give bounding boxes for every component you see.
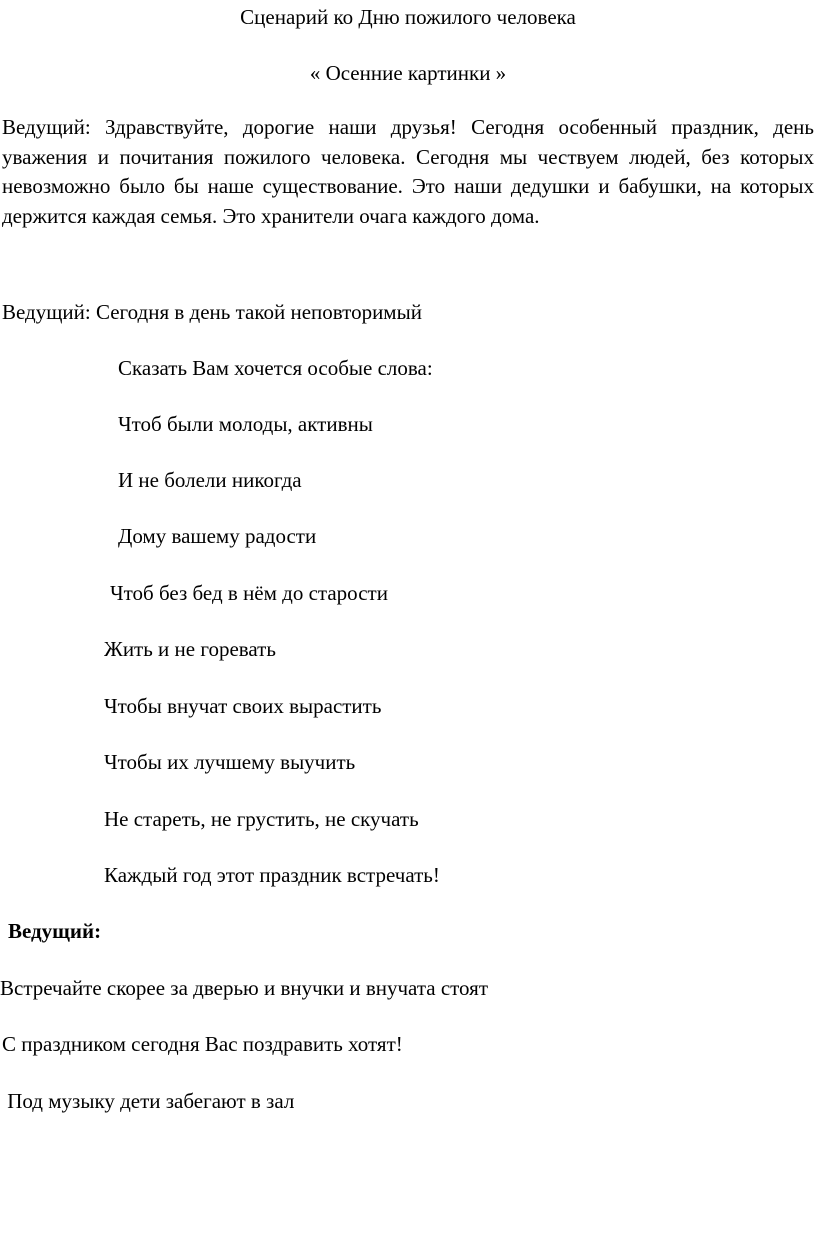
poem-line: Не стареть, не грустить, не скучать <box>104 807 419 831</box>
closing-line: Встречайте скорее за дверью и внучки и внучата стоят <box>0 976 488 1000</box>
document-subtitle: « Осенние картинки » <box>309 61 507 85</box>
poem-line: Сказать Вам хочется особые слова: <box>118 356 433 380</box>
poem-line: И не болели никогда <box>118 468 302 492</box>
host-line: Ведущий: Сегодня в день такой неповторимый <box>2 300 422 324</box>
document-title: Сценарий ко Дню пожилого человека <box>240 5 576 29</box>
poem-line: Каждый год этот праздник встречать! <box>104 863 440 887</box>
poem-line: Чтоб без бед в нём до старости <box>110 581 388 605</box>
poem-line: Дому вашему радости <box>118 524 317 548</box>
poem-line: Чтобы внучат своих вырастить <box>104 694 382 718</box>
host-label: Ведущий: <box>8 919 102 943</box>
poem-line: Чтоб были молоды, активны <box>118 412 373 436</box>
poem-line: Чтобы их лучшему выучить <box>104 750 356 774</box>
poem-line: Жить и не горевать <box>104 637 276 661</box>
intro-paragraph: Ведущий: Здравствуйте, дорогие наши друзья! Сегодня особенный праздник, день уважения и почитания пожилого человека. Сегодня мы чествуем людей, без которых невозможно было бы наше существование. Это наши дедушки и бабушки, на которых держится каждая семья. Это хранители очага каждого дома. <box>2 115 814 228</box>
closing-line: Под музыку дети забегают в зал <box>2 1089 295 1113</box>
closing-line: С праздником сегодня Вас поздравить хотят! <box>2 1032 403 1056</box>
